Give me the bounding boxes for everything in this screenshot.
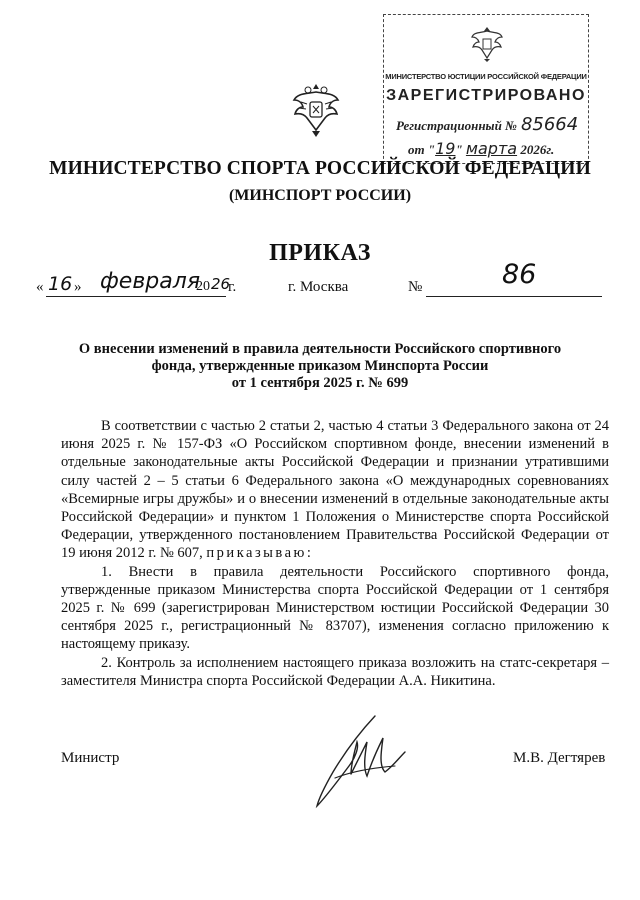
stamp-status: ЗАРЕГИСТРИРОВАНО <box>386 87 586 104</box>
order-number-label: № <box>408 279 423 295</box>
document-type: ПРИКАЗ <box>269 240 371 266</box>
stamp-date-line <box>408 139 554 158</box>
order-day: 16 <box>48 273 73 295</box>
subject-line-2: фонда, утвержденные приказом Минспорта России <box>151 358 489 374</box>
order-subject <box>70 341 570 392</box>
ministry-short-name: (МИНСПОРТ РОССИИ) <box>228 187 412 204</box>
stamp-emblem-icon <box>470 23 504 63</box>
subject-line-3: от 1 сентября 2025 г. № 699 <box>231 375 409 391</box>
order-number: 86 <box>502 259 537 290</box>
body-paragraph-1: 1. Внести в правила деятельности Российского спортивного фонда, утвержденные приказом Министерства спорта Российской Федерации от 1 сентября 2025 г. № 699 (зарегистрирован Министерством юстиции Российской Федерации 30 сентября 2025 г., регистрационный № 83707), изменения согласно приложению к настоящему приказу. <box>61 563 609 653</box>
body-paragraph-preamble <box>61 417 609 563</box>
order-month: февраля <box>100 269 201 294</box>
order-year-prefix: 20 <box>196 279 210 294</box>
date-underline <box>46 296 226 297</box>
stamp-reg-label: Регистрационный № <box>396 118 517 133</box>
order-year-suffix: г. <box>228 279 237 295</box>
stamp-date-month: марта <box>465 139 518 158</box>
stamp-ministry: МИНИСТЕРСТВО ЮСТИЦИИ РОССИЙСКОЙ ФЕДЕРАЦИИ <box>385 72 587 81</box>
stamp-date-day: 19 <box>435 139 456 158</box>
stamp-date-mid: " <box>455 142 463 157</box>
coat-of-arms-icon <box>291 82 341 140</box>
order-place: г. Москва <box>288 279 349 295</box>
number-underline <box>426 296 602 297</box>
ministry-title: МИНИСТЕРСТВО СПОРТА РОССИЙСКОЙ ФЕДЕРАЦИИ <box>49 158 591 179</box>
handwritten-signature <box>305 712 415 812</box>
signer-name: М.В. Дегтярев <box>513 750 606 766</box>
body-paragraph-2: 2. Контроль за исполнением настоящего приказа возложить на статс-секретаря – заместителя Министра спорта Российской Федерации А.А. Никитина. <box>61 654 609 689</box>
preamble-text: В соответствии с частью 2 статьи 2, частью 4 статьи 3 Федерального закона от 24 июня 2025 г. № 157-ФЗ «О Российском спортивном фонде, внесении изменений в отдельные законодательные акты Российской Федерации и признании утратившими силу частей 2 – 5 статьи 6 Федерального закона «О международных соревнованиях «Всемирные игры дружбы» и о внесении изменений в отдельные законодательные акты Российской Федерации» и пунктом 1 Положения о Министерстве спорта Российской Федерации, утвержденного постановлением Правительства Российской Федерации от 19 июня 2012 г. № 607, <box>61 418 609 562</box>
order-directive: приказываю: <box>206 545 314 562</box>
date-place-number-row <box>36 259 606 299</box>
order-body <box>61 417 609 690</box>
stamp-date-prefix: от " <box>408 142 436 157</box>
stamp-reg-number: 85664 <box>520 114 579 135</box>
date-quote-open: « <box>36 279 44 295</box>
stamp-date-year: 2026г. <box>520 142 555 157</box>
date-quote-close: » <box>74 279 82 295</box>
order-year-hand: 26 <box>211 275 231 293</box>
stamp-reg-line <box>396 114 578 135</box>
registration-stamp <box>383 14 589 164</box>
signer-role: Министр <box>61 750 120 766</box>
subject-line-1: О внесении изменений в правила деятельности Российского спортивного <box>78 341 562 357</box>
